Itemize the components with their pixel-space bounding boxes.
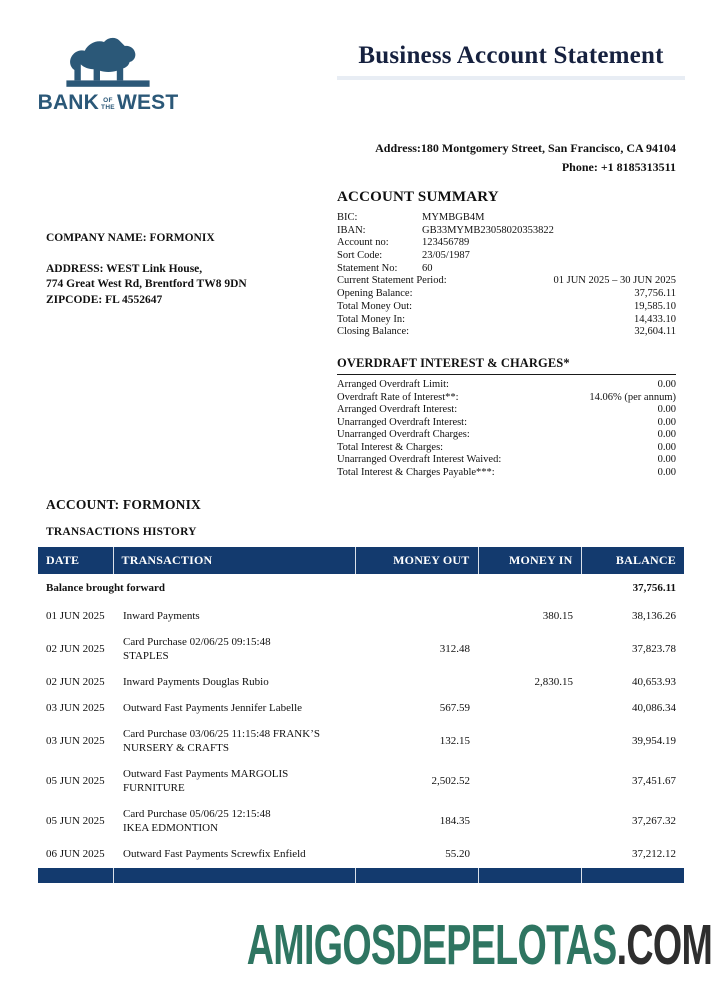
watermark [246,913,712,977]
transaction-balance: 37,451.67 [632,774,676,787]
transaction-description [113,762,355,802]
column-header-date: DATE [38,547,113,574]
transaction-description-line1: Card Purchase 03/06/25 11:15:48 FRANK’S [123,727,320,740]
overdraft-field-row [337,429,676,442]
transaction-description [113,604,355,630]
company-address-line2: 774 Great West Rd, Brentford TW8 9DN [46,278,247,291]
overdraft-field-row [337,379,676,392]
logo-word-bank: BANK [37,91,100,114]
spacer [46,246,326,262]
summary-field-label: Total Money Out: [337,300,413,312]
transaction-description [113,696,355,722]
column-header-money-out: MONEY OUT [355,547,478,574]
transaction-row [38,722,684,762]
transaction-money-in: 2,830.15 [534,675,573,688]
overdraft-field-row [337,404,676,417]
overdraft-rows [337,379,676,479]
transaction-money-in [478,630,581,670]
summary-field-value: 123456789 [422,237,470,249]
logo-word-west: WEST [116,91,179,114]
transaction-money-out: 132.15 [439,734,470,747]
transaction-description-line1: Inward Payments Douglas Rubio [123,675,269,688]
transactions-table-wrap [38,547,684,883]
page-title: Business Account Statement [358,42,664,69]
transaction-description [113,842,355,868]
overdraft-field-label: Total Interest & Charges Payable***: [337,466,495,478]
transactions-table [38,547,684,883]
company-info-block [46,231,326,308]
transaction-row [38,604,684,630]
transaction-row [38,842,684,868]
summary-field-label: Statement No: [337,262,398,274]
transaction-description-line1: Outward Fast Payments MARGOLIS FURNITURE [123,767,289,794]
overdraft-field-value: 0.00 [657,454,676,465]
summary-field-value: 37,756.11 [634,288,676,300]
transaction-money-out: 55.20 [445,847,470,860]
column-header-balance: BALANCE [581,547,684,574]
overdraft-field-value: 0.00 [657,429,676,440]
summary-field-label: Total Money In: [337,313,406,325]
transaction-description [113,630,355,670]
transaction-description-line2: STAPLES [123,649,169,662]
transaction-date: 02 JUN 2025 [46,642,105,655]
overdraft-field-label: Unarranged Overdraft Interest Waived: [337,454,502,465]
transaction-money-in [478,842,581,868]
transaction-row [38,630,684,670]
summary-field-value: MYMBGB4M [422,212,485,223]
brought-forward-label: Balance brought forward [46,582,165,594]
transaction-date: 05 JUN 2025 [46,774,105,787]
transaction-money-out: 184.35 [439,814,470,827]
overdraft-field-value: 0.00 [657,416,676,428]
summary-field-label: Opening Balance: [337,288,413,300]
account-heading: ACCOUNT: FORMONIX [46,497,202,512]
footer-cell [113,868,355,883]
company-address-line1: ADDRESS: WEST Link House, [46,263,203,276]
summary-field-label: Account no: [337,237,389,249]
overdraft-heading: OVERDRAFT INTEREST & CHARGES* [337,356,676,375]
overdraft-section [337,356,676,479]
transaction-row [38,802,684,842]
table-header-row [38,547,684,574]
account-summary-section [337,189,676,339]
transaction-balance: 39,954.19 [632,734,676,747]
transaction-money-out [355,670,478,696]
transaction-balance: 37,823.78 [632,642,676,655]
overdraft-field-row [337,442,676,455]
overdraft-field-value: 14.06% (per annum) [589,391,676,403]
column-header-money-in: MONEY IN [478,547,581,574]
summary-field-value: GB33MYMB23058020353822 [422,224,554,236]
summary-field-label: Current Statement Period: [337,275,447,287]
transaction-date: 05 JUN 2025 [46,814,105,827]
balance-brought-forward-row [38,574,684,604]
transaction-description [113,722,355,762]
bear-logo-icon [38,34,178,90]
transaction-date: 02 JUN 2025 [46,675,105,688]
overdraft-field-label: Arranged Overdraft Limit: [337,379,449,390]
summary-field-row [337,288,676,301]
overdraft-field-value: 0.00 [657,466,676,478]
title-block [337,42,685,80]
summary-field-label: Sort Code: [337,250,383,262]
logo-word-of: OF [103,97,113,105]
overdraft-field-label: Arranged Overdraft Interest: [337,404,458,415]
transaction-money-in [478,802,581,842]
transaction-date: 03 JUN 2025 [46,734,105,747]
overdraft-field-label: Total Interest & Charges: [337,441,444,453]
transaction-description [113,670,355,696]
transaction-description [113,802,355,842]
transaction-description-line1: Card Purchase 05/06/25 12:15:48 [123,807,271,820]
logo-wordmark [38,92,178,113]
brought-forward-balance: 37,756.11 [632,582,676,594]
overdraft-field-value: 0.00 [657,404,676,415]
transaction-balance: 38,136.26 [632,609,676,622]
overdraft-field-row [337,454,676,467]
transaction-balance: 37,212.12 [632,847,676,860]
brought-forward-money-in [478,574,581,604]
company-zip-line: ZIPCODE: FL 4552647 [46,293,163,306]
summary-field-label: BIC: [337,212,358,223]
transaction-description-line2: IKEA EDMONTION [123,821,219,834]
summary-field-value: 23/05/1987 [422,250,470,262]
account-summary-rows [337,212,676,339]
footer-cell [355,868,478,883]
table-footer-bar [38,868,684,883]
summary-field-label: IBAN: [337,224,366,236]
summary-field-row [337,225,676,238]
watermark-main-text: AMIGOSDEPELOTAS [246,913,617,977]
transactions-history-heading: TRANSACTIONS HISTORY [46,526,197,538]
summary-field-row [337,263,676,276]
transaction-money-out: 2,502.52 [431,774,470,787]
transaction-balance: 40,653.93 [632,675,676,688]
account-summary-heading: ACCOUNT SUMMARY [337,189,499,205]
watermark-suffix-text: .COM [616,913,712,977]
transaction-money-in [478,722,581,762]
transaction-description-line2: NURSERY & CRAFTS [123,741,229,754]
transaction-description-line1: Card Purchase 02/06/25 09:15:48 [123,635,271,648]
transaction-row [38,696,684,722]
transaction-date: 06 JUN 2025 [46,847,105,860]
footer-cell [38,868,113,883]
transaction-money-in: 380.15 [542,609,573,622]
overdraft-field-label: Unarranged Overdraft Charges: [337,429,470,440]
transaction-description-line1: Outward Fast Payments Screwfix Enfield [123,847,306,860]
overdraft-field-value: 0.00 [657,441,676,453]
transaction-money-in [478,696,581,722]
column-header-transaction: TRANSACTION [113,547,355,574]
transaction-date: 03 JUN 2025 [46,701,105,714]
transaction-description-line1: Outward Fast Payments Jennifer Labelle [123,701,303,714]
overdraft-field-row [337,392,676,405]
transaction-balance: 40,086.34 [632,701,676,714]
summary-field-row [337,301,676,314]
overdraft-field-value: 0.00 [657,379,676,390]
summary-field-row [337,314,676,327]
summary-field-row [337,250,676,263]
title-underline [337,76,685,80]
bank-phone-line: Phone: +1 8185313511 [561,159,676,174]
transaction-date: 01 JUN 2025 [46,609,105,622]
summary-field-row [337,237,676,250]
transaction-money-out: 567.59 [439,701,470,714]
summary-field-value: 19,585.10 [634,300,676,312]
summary-field-value: 14,433.10 [634,313,676,325]
overdraft-field-row [337,467,676,480]
summary-field-row [337,326,676,339]
footer-cell [581,868,684,883]
transaction-row [38,670,684,696]
bank-address-line: Address:180 Montgomery Street, San Francisco, CA 94104 [375,141,676,155]
summary-field-value: 01 JUN 2025 – 30 JUN 2025 [553,275,676,287]
transaction-row [38,762,684,802]
bank-of-the-west-logo [38,34,178,113]
brought-forward-money-out [355,574,478,604]
summary-field-row [337,212,676,225]
bank-contact-block [337,139,676,176]
transaction-money-in [478,762,581,802]
summary-field-value: 32,604.11 [634,326,676,338]
transaction-description-line1: Inward Payments [123,609,200,622]
summary-field-label: Closing Balance: [337,326,410,338]
logo-word-ofthe [101,98,115,112]
overdraft-field-label: Unarranged Overdraft Interest: [337,416,468,428]
transaction-money-out: 312.48 [439,642,470,655]
logo-word-the: THE [101,104,115,112]
company-name-line: COMPANY NAME: FORMONIX [46,232,215,244]
overdraft-field-row [337,417,676,430]
transaction-money-out [355,604,478,630]
summary-field-value: 60 [422,262,433,274]
footer-cell [478,868,581,883]
overdraft-field-label: Overdraft Rate of Interest**: [337,391,459,403]
summary-field-row [337,275,676,288]
transaction-balance: 37,267.32 [632,814,676,827]
